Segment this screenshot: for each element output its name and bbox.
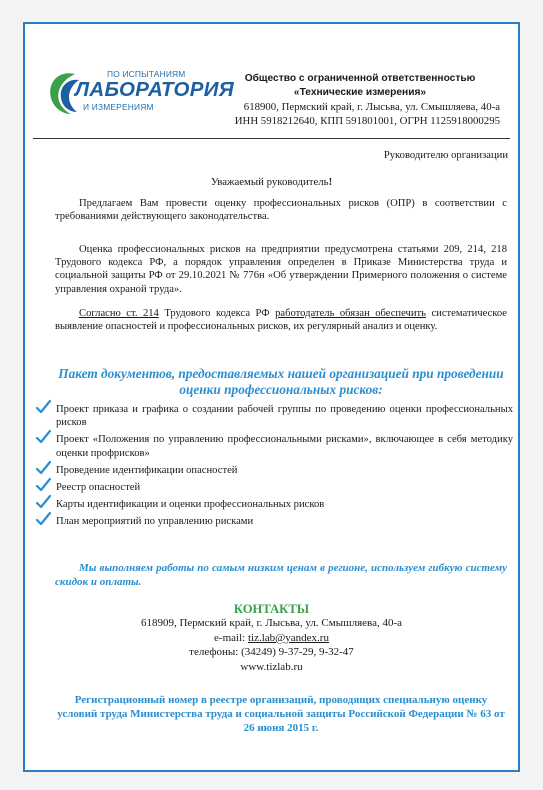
header-divider [33, 138, 510, 139]
checkmark-icon [35, 429, 52, 445]
logo-title: ЛАБОРАТОРИЯ [75, 78, 235, 101]
list-item [31, 481, 513, 494]
document-page [23, 22, 520, 772]
package-title: Пакет документов, предоставляемых нашей организацией при проведении оценки профессиональных рисков: [58, 366, 504, 397]
employer-duty: работодатель обязан обеспечить [275, 308, 426, 319]
list-item [31, 498, 513, 511]
list-item-text: Реестр опасностей [56, 482, 141, 494]
checkmark-icon [35, 399, 52, 415]
list-item [31, 403, 513, 429]
contacts-address: 618909, Пермский край, г. Лысьва, ул. Смышляева, 40-а [140, 617, 402, 630]
list-item-text: Проект «Положения по управлению профессиональными рисками», включающее в себя методику оценки профрисков» [56, 434, 513, 459]
pricing-note: Мы выполняем работы по самым низким ценам в регионе, используем гибкую систему скидок и оплаты. [55, 562, 507, 588]
paragraph-text: Трудового кодекса РФ [158, 308, 276, 319]
list-item [31, 433, 513, 459]
list-item-text: Проведение идентификации опасностей [56, 464, 238, 476]
greeting [25, 176, 518, 188]
list-item-text: Карты идентификации и оценки профессиональных рисков [56, 499, 325, 511]
company-type: Общество с ограниченной ответственностью [244, 73, 476, 84]
checkmark-icon [35, 511, 52, 527]
checkmark-icon [35, 494, 52, 510]
logo-line-1: ПО ИСПЫТАНИЯМ [107, 69, 186, 79]
paragraph-intro: Предлагаем Вам провести оценку профессиональных рисков (ОПР) в соответствии с требованиями действующего законодательства. [55, 198, 507, 223]
company-address: 618900, Пермский край, г. Лысьва, ул. Смышляева, 40-а [243, 101, 500, 113]
company-ids: ИНН 5918212640, КПП 591801001, ОГРН 1125918000295 [234, 115, 500, 127]
addressee: Руководителю организации [383, 150, 508, 161]
company-header [200, 72, 500, 128]
list-item [31, 464, 513, 477]
paragraph-legal-basis: Оценка профессиональных рисков на предприятии предусмотрена статьями 209, 214, 218 Трудового кодекса РФ, а порядок управления определен в Приказе Министерства труда и социальной защиты РФ от 29.10.2021 № 776н «Об утверждении Примерного положения о системе управления охраной труда». [55, 244, 507, 295]
contacts-email-row [25, 631, 518, 645]
article-ref: Согласно ст. 214 [79, 308, 159, 319]
checkmark-icon [35, 477, 52, 493]
email-link[interactable]: tiz.lab@yandex.ru [247, 631, 329, 644]
greeting-text: Уважаемый руководитель [210, 176, 329, 188]
list-item-text: Проект приказа и графика о создании рабочей группы по проведению оценки профессиональных рисков [56, 404, 513, 429]
paragraph-text: систематическое выявление опасностей и профессиональных рисков, их регулярный анализ и оценку. [55, 308, 507, 333]
email-label: e-mail: [214, 631, 248, 644]
list-item-text: План мероприятий по управлению рисками [56, 516, 254, 528]
contacts-phones: телефоны: (34249) 9-37-29, 9-32-47 [189, 646, 354, 659]
list-item [31, 515, 513, 528]
logo-line-3: И ИЗМЕРЕНИЯМ [83, 102, 154, 112]
paragraph-employer-duty [55, 307, 507, 333]
contacts-title: КОНТАКТЫ [233, 602, 310, 616]
website-link[interactable]: www.tizlab.ru [240, 660, 303, 673]
contacts-block [25, 602, 518, 674]
registration-info: Регистрационный номер в реестре организаций, проводящих специальную оценку условий труда Министерства труда и социальной защиты Российской Федерации № 63 от 26 июня 2015 г. [57, 694, 505, 735]
company-name: «Технические измерения» [293, 87, 427, 98]
checkmark-icon [35, 460, 52, 476]
documents-list [31, 403, 513, 533]
greeting-mark: ! [328, 176, 333, 188]
